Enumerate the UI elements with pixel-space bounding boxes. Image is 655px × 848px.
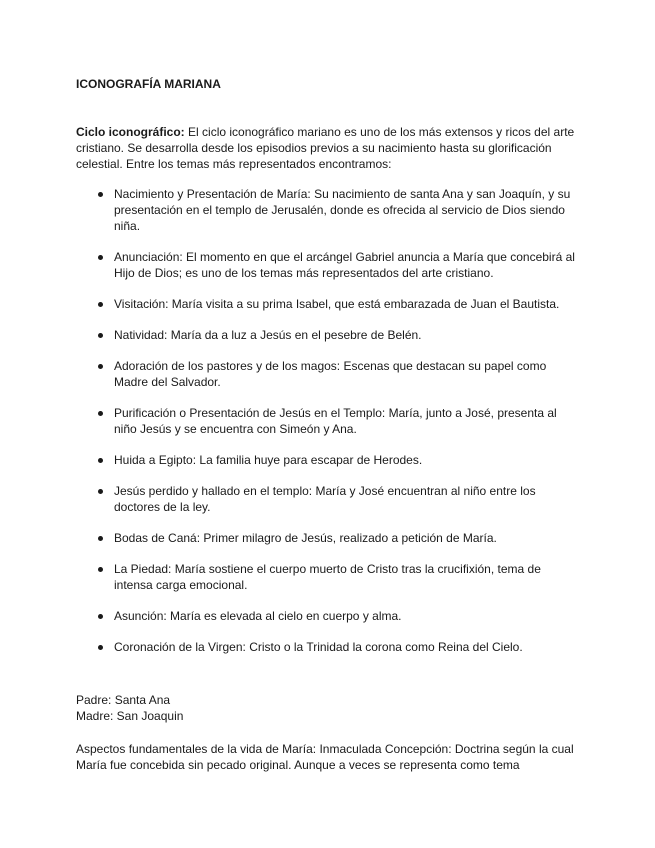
- iconographic-cycle-list: [76, 186, 579, 655]
- list-item: [76, 327, 579, 343]
- bullet-icon: [98, 333, 103, 338]
- bullet-icon: [98, 458, 103, 463]
- list-item-text: Natividad: María da a luz a Jesús en el pesebre de Belén.: [114, 328, 422, 342]
- list-item: [76, 530, 579, 546]
- list-item: [76, 561, 579, 593]
- intro-lead: Ciclo iconográfico:: [76, 125, 185, 139]
- list-item: [76, 483, 579, 515]
- bullet-icon: [98, 411, 103, 416]
- list-item-text: Visitación: María visita a su prima Isabel, que está embarazada de Juan el Bautista.: [114, 297, 560, 311]
- list-item-text: Purificación o Presentación de Jesús en el Templo: María, junto a José, presenta al niño Jesús y se encuentra con Simeón y Ana.: [114, 406, 557, 436]
- list-item: [76, 249, 579, 281]
- list-item: [76, 608, 579, 624]
- list-item: [76, 186, 579, 234]
- list-item-text: Anunciación: El momento en que el arcángel Gabriel anuncia a María que concebirá al Hijo de Dios; es uno de los temas más representados del arte cristiano.: [114, 250, 575, 280]
- bullet-icon: [98, 645, 103, 650]
- intro-text: El ciclo iconográfico mariano es uno de los más extensos y ricos del arte cristiano. Se desarrolla desde los episodios previos a su nacimiento hasta su glorificación celestial. Entre los temas más representados encontramos:: [76, 125, 575, 171]
- mother-line: Madre: San Joaquin: [76, 709, 184, 723]
- bullet-icon: [98, 567, 103, 572]
- list-item-text: Jesús perdido y hallado en el templo: María y José encuentran al niño entre los doctores de la ley.: [114, 484, 536, 514]
- bullet-icon: [98, 489, 103, 494]
- parents-block: [76, 692, 579, 724]
- bullet-icon: [98, 192, 103, 197]
- list-item: [76, 296, 579, 312]
- list-item-text: Huida a Egipto: La familia huye para escapar de Herodes.: [114, 453, 423, 467]
- intro-paragraph: [76, 124, 579, 172]
- list-item-text: Bodas de Caná: Primer milagro de Jesús, realizado a petición de María.: [114, 531, 497, 545]
- list-item-text: Coronación de la Virgen: Cristo o la Trinidad la corona como Reina del Cielo.: [114, 640, 523, 654]
- list-item: [76, 358, 579, 390]
- bullet-icon: [98, 614, 103, 619]
- list-item-text: Adoración de los pastores y de los magos: Escenas que destacan su papel como Madre del Salvador.: [114, 359, 547, 389]
- list-item: [76, 452, 579, 468]
- aspects-paragraph: Aspectos fundamentales de la vida de María: Inmaculada Concepción: Doctrina según la cual María fue concebida sin pecado original. Aunque a veces se representa como tema: [76, 742, 574, 772]
- bullet-icon: [98, 255, 103, 260]
- bullet-icon: [98, 302, 103, 307]
- document-title: ICONOGRAFÍA MARIANA: [76, 77, 221, 91]
- list-item-text: Asunción: María es elevada al cielo en cuerpo y alma.: [114, 609, 402, 623]
- list-item-text: La Piedad: María sostiene el cuerpo muerto de Cristo tras la crucifixión, tema de intensa carga emocional.: [114, 562, 541, 592]
- bullet-icon: [98, 536, 103, 541]
- bullet-icon: [98, 364, 103, 369]
- list-item: [76, 405, 579, 437]
- list-item-text: Nacimiento y Presentación de María: Su nacimiento de santa Ana y san Joaquín, y su presentación en el templo de Jerusalén, donde es ofrecida al servicio de Dios siendo niña.: [114, 187, 571, 233]
- father-line: Padre: Santa Ana: [76, 693, 171, 707]
- list-item: [76, 639, 579, 655]
